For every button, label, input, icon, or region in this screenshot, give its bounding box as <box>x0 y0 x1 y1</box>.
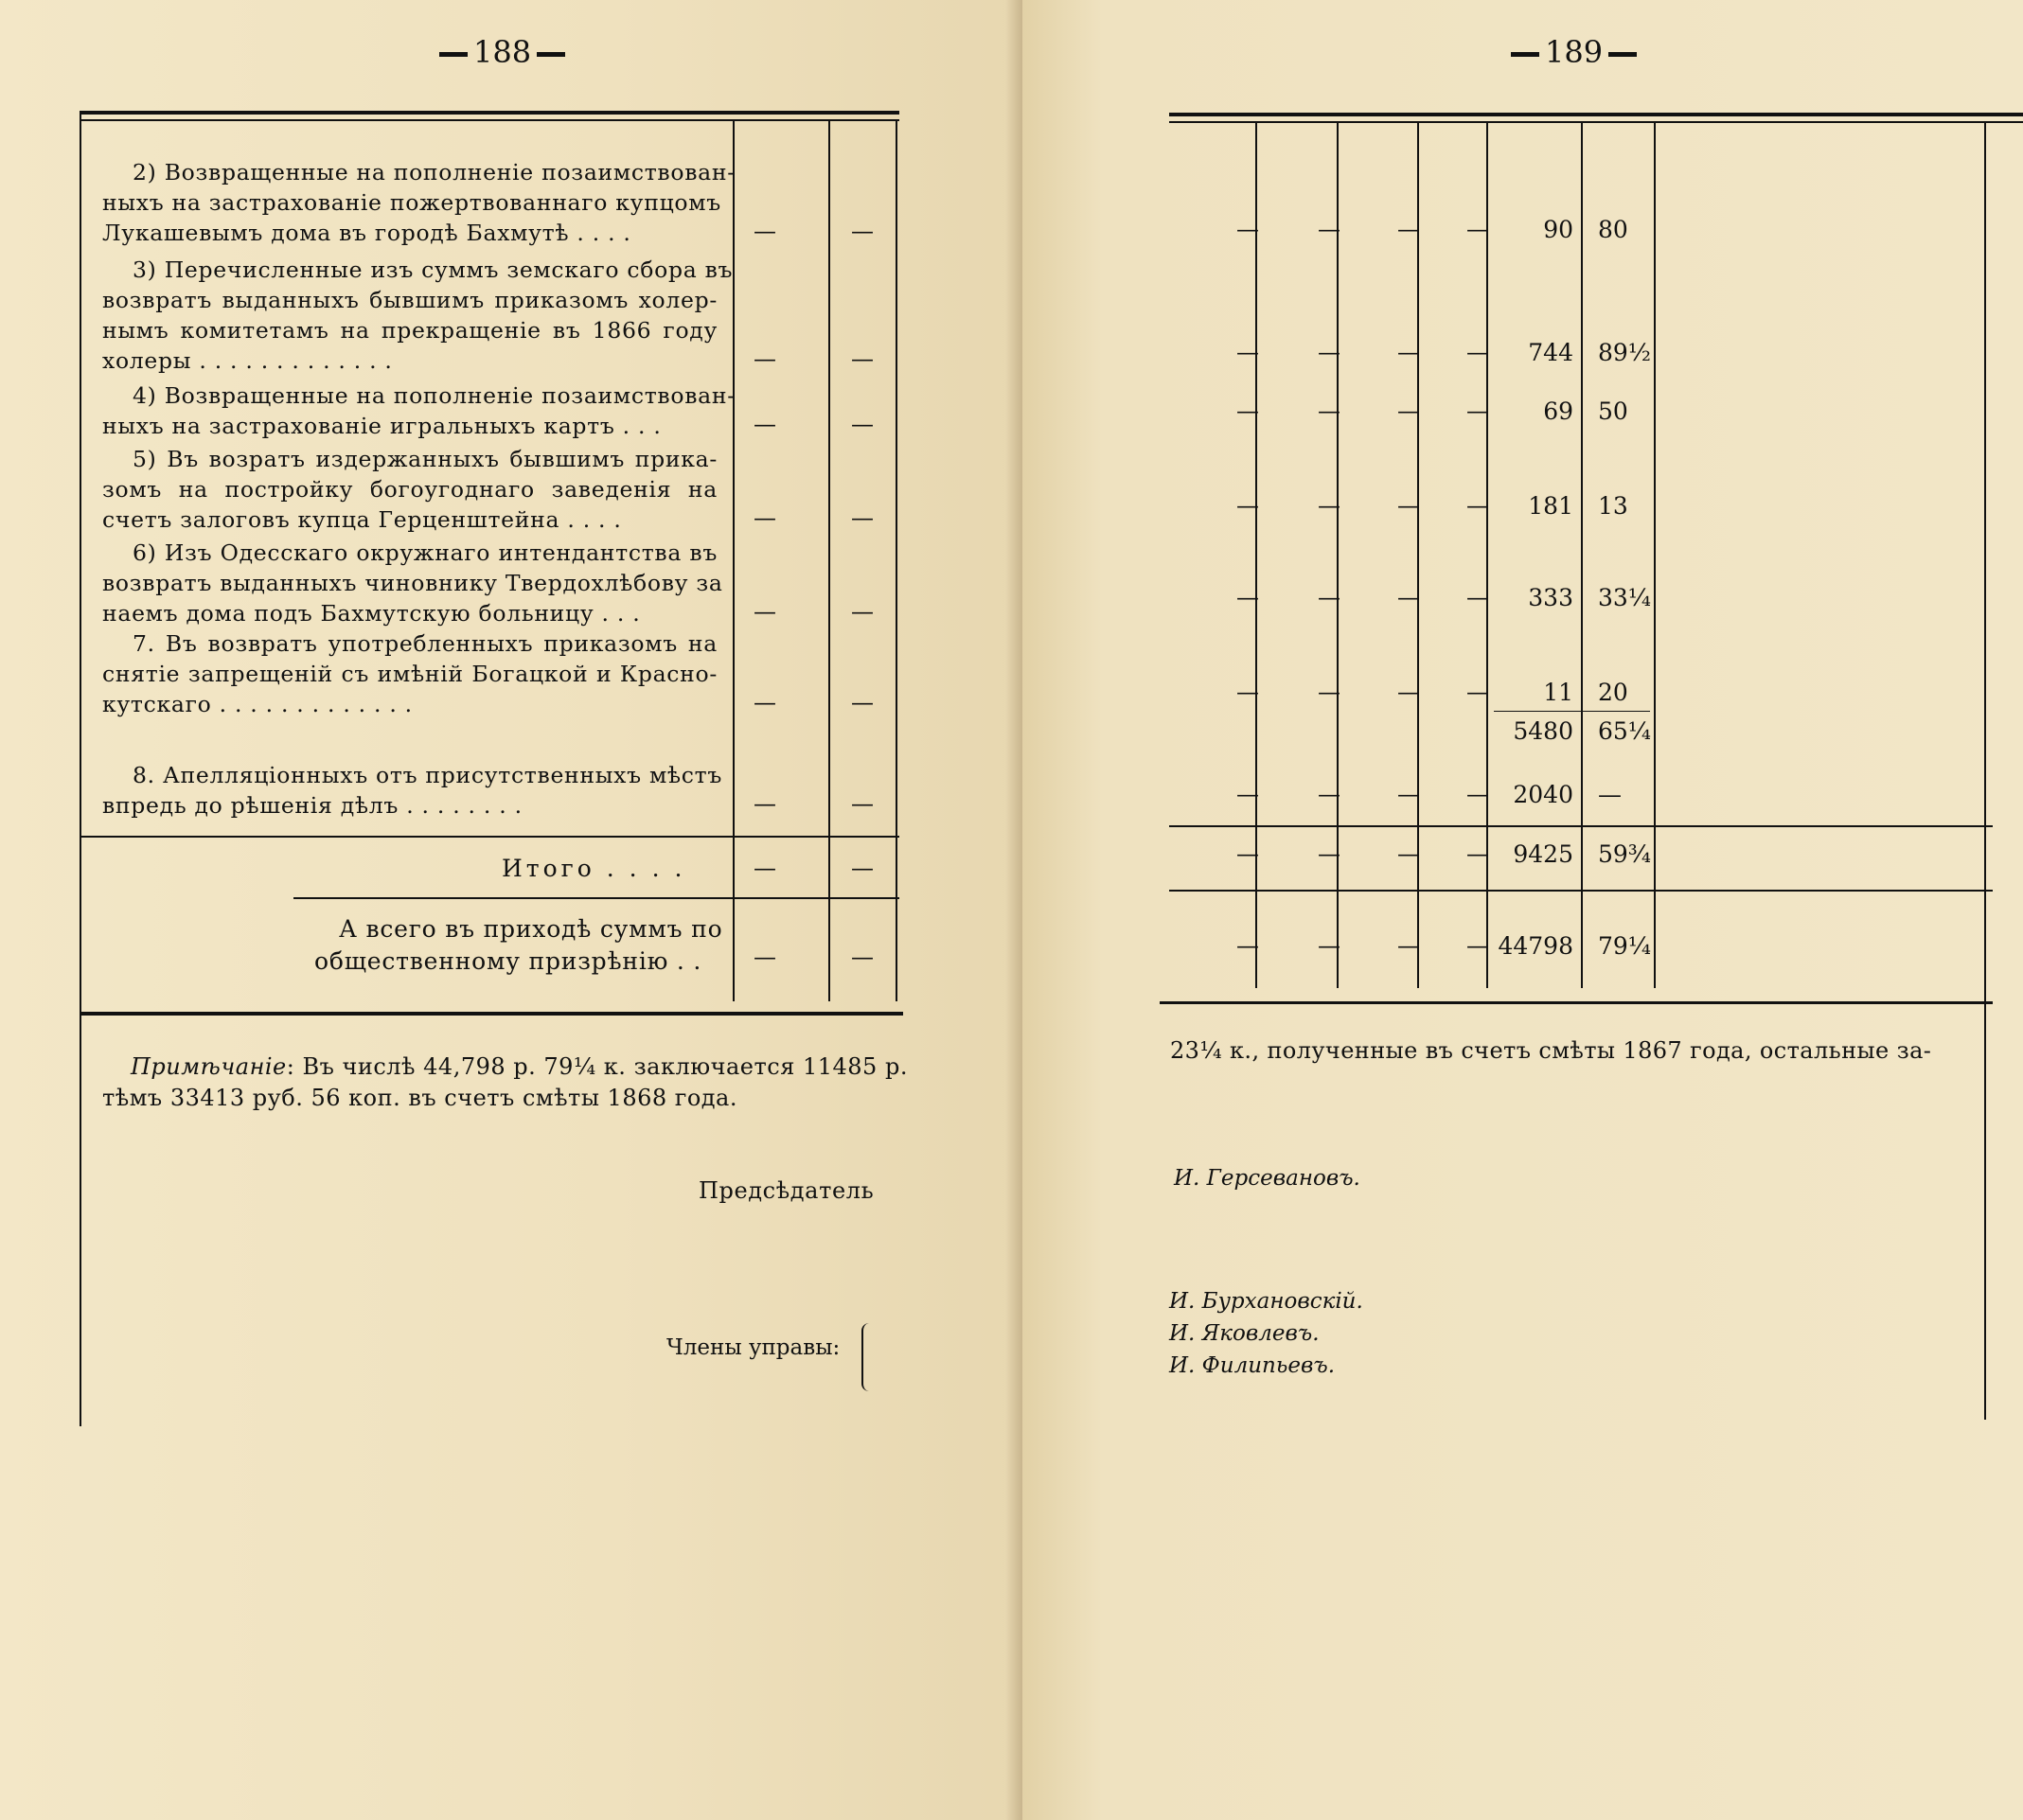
right-page <box>1022 0 2023 1820</box>
dash-cell: — <box>1466 932 1489 959</box>
kopecks-cell: 13 <box>1598 492 1628 520</box>
rubles-cell: 44798 <box>1498 932 1573 960</box>
kopecks-cell: 89½ <box>1598 339 1652 366</box>
rubles-cell: 11 <box>1543 679 1573 706</box>
right-border <box>1984 123 1986 1420</box>
dash-cell: — <box>851 504 874 531</box>
item-line: нымъ комитетамъ на прекращеніе въ 1866 году <box>102 317 718 344</box>
dash-cell: — <box>1318 679 1340 705</box>
item-line: 5) Въ возратъ издержанныхъ бывшимъ прика- <box>133 446 718 472</box>
dash-cell: — <box>1318 398 1340 424</box>
dash-cell: — <box>1397 781 1420 807</box>
dash-cell: — <box>1466 781 1489 807</box>
dash-cell: — <box>1397 492 1420 519</box>
item-line: впредь до рѣшенія дѣлъ . . . . . . . . <box>102 792 523 819</box>
item-line: Лукашевымъ дома въ городѣ Бахмутѣ . . . . <box>102 220 631 246</box>
dash-cell: — <box>1397 679 1420 705</box>
item-line: кутскаго . . . . . . . . . . . . . <box>102 691 413 717</box>
kopecks-cell: 79¼ <box>1598 932 1652 960</box>
column-divider <box>828 121 830 1001</box>
left-page: 188 2) Возвращенные на пополненіе позаимствован- ныхъ на застрахованіе пожертвованнаго купцомъ Лукашевымъ дома въ городѣ Бахмутѣ . . . . — — 3) Перечисленные изъ суммъ земскаго сбора въ возвратъ выданныхъ бывшимъ приказомъ холер- нымъ комитетамъ на прекращеніе въ 1866 году холеры . . . . . . . . . . . . . — — 4) Возвращенные на пополненіе позаимствован- ныхъ на застрахованіе игральныхъ картъ . . . — — 5) Въ возратъ издержанныхъ бывшимъ прика- зомъ на постройку богоугоднаго заведенія на счетъ залоговъ купца Герценштейна . . . . — — 6) Изъ Одесскаго окружнаго интендантства въ возвратъ выданныхъ чиновнику Твердохлѣбову за наемъ дома подъ Бахмутскую больницу . . . — — 7. Въ возвратъ употребленныхъ приказомъ на снятіе запрещеній съ имѣній Богацкой и Красно- кутскаго . . . . . . . . . . . . . — — 8. Апелляціонныхъ отъ присутственныхъ мѣстъ впредь до рѣшенія дѣлъ . . . . . . . . — — Итого . . . . — — А всего въ приходѣ суммъ по общественному призрѣнію . . — — Примѣчаніе: Въ числѣ 44,798 р. 79¼ к. заключается 11485 р. тѣмъ 33413 руб. 56 коп. въ счетъ смѣты 1868 года. Предсѣдатель Члены управы: <box>0 0 1022 1820</box>
dash-cell: — <box>754 411 776 437</box>
dash-cell: — <box>1397 216 1420 242</box>
dash-cell: — <box>851 790 874 817</box>
dash-cell: — <box>754 504 776 531</box>
dash-cell: — <box>1397 932 1420 959</box>
dash-cell: — <box>1466 339 1489 365</box>
dash-cell: — <box>1466 398 1489 424</box>
total-label: А всего въ приходѣ суммъ по <box>339 915 723 943</box>
kopecks-cell: 33¼ <box>1598 584 1652 611</box>
dash-cell: — <box>1397 584 1420 610</box>
member-signature: И. Бурхановскій. <box>1169 1289 1363 1314</box>
dash-cell: — <box>1236 339 1259 365</box>
dash-cell: — <box>1318 492 1340 519</box>
dash-cell: — <box>754 598 776 625</box>
member-signature: И. Филипьевъ. <box>1169 1353 1336 1378</box>
item-line: зомъ на постройку богоугоднаго заведенія на <box>102 476 718 503</box>
dash-cell: — <box>1318 584 1340 610</box>
dash-cell: — <box>1236 216 1259 242</box>
page-number: 189 <box>1505 34 1642 70</box>
dash-cell: — <box>1236 398 1259 424</box>
item-line: 7. Въ возвратъ употребленныхъ приказомъ на <box>133 630 718 657</box>
rubles-cell: 333 <box>1528 584 1573 611</box>
chairman-label: Предсѣдатель <box>699 1177 875 1204</box>
rubles-cell: 69 <box>1543 398 1573 425</box>
rubles-cell: 744 <box>1528 339 1573 366</box>
kopecks-cell: 80 <box>1598 216 1628 243</box>
page-number: 188 <box>434 34 571 70</box>
dash-cell: — <box>851 689 874 716</box>
dash-cell: — <box>1236 932 1259 959</box>
rubles-cell: 181 <box>1528 492 1573 520</box>
rubles-cell: 2040 <box>1513 781 1573 808</box>
item-line: 6) Изъ Одесскаго окружнаго интендантства въ <box>133 539 718 566</box>
kopecks-cell: — <box>1598 781 1622 808</box>
note: Примѣчаніе: Въ числѣ 44,798 р. 79¼ к. заключается 11485 р. <box>131 1053 908 1080</box>
item-line: снятіе запрещеній съ имѣній Богацкой и Красно- <box>102 661 718 687</box>
dash-cell: — <box>1236 840 1259 867</box>
table-bottom-rule <box>1160 1001 1993 1004</box>
dash-cell: — <box>754 345 776 372</box>
item-line: возвратъ выданныхъ чиновнику Твердохлѣбову за <box>102 570 723 596</box>
kopecks-cell: 59¾ <box>1598 840 1652 868</box>
dash-cell: — <box>1318 840 1340 867</box>
dash-cell: — <box>1236 584 1259 610</box>
member-signature: И. Яковлевъ. <box>1169 1321 1320 1346</box>
dash-cell: — <box>1466 679 1489 705</box>
dash-cell: — <box>1466 216 1489 242</box>
dash-cell: — <box>754 689 776 716</box>
chairman-signature: И. Герсевановъ. <box>1174 1166 1360 1191</box>
dash-cell: — <box>1318 932 1340 959</box>
dash-cell: — <box>1466 840 1489 867</box>
kopecks-cell: 50 <box>1598 398 1628 425</box>
members-label: Члены управы: <box>666 1335 841 1360</box>
item-line: возвратъ выданныхъ бывшимъ приказомъ холер- <box>102 287 718 313</box>
brace <box>861 1323 873 1391</box>
dash-cell: — <box>851 218 874 244</box>
item-line: 2) Возвращенные на пополненіе позаимствован- <box>133 159 736 186</box>
dash-cell: — <box>1236 492 1259 519</box>
dash-cell: — <box>1397 840 1420 867</box>
column-divider <box>733 121 735 1001</box>
dash-cell: — <box>851 598 874 625</box>
table-bottom-rule <box>80 1012 903 1016</box>
kopecks-cell: 65¼ <box>1598 717 1652 745</box>
item-line: наемъ дома подъ Бахмутскую больницу . . . <box>102 600 641 627</box>
item-line: ныхъ на застрахованіе игральныхъ картъ . . . <box>102 413 662 439</box>
dash-cell: — <box>851 411 874 437</box>
dash-cell: — <box>1466 584 1489 610</box>
dash-cell: — <box>851 345 874 372</box>
left-border <box>80 111 81 1426</box>
dash-cell: — <box>754 218 776 244</box>
dash-cell: — <box>1236 781 1259 807</box>
itogo-label: Итого . . . . <box>502 855 686 882</box>
dash-cell: — <box>1466 492 1489 519</box>
item-line: счетъ залоговъ купца Герценштейна . . . . <box>102 506 622 533</box>
dash-cell: — <box>1318 339 1340 365</box>
rubles-cell: 90 <box>1543 216 1573 243</box>
column-divider <box>896 121 897 1001</box>
dash-cell: — <box>1397 398 1420 424</box>
note-continuation: 23¼ к., полученные въ счетъ смѣты 1867 года, остальные за- <box>1170 1037 1932 1064</box>
dash-cell: — <box>1318 216 1340 242</box>
dash-cell: — <box>1397 339 1420 365</box>
dash-cell: — <box>754 790 776 817</box>
item-line: 3) Перечисленные изъ суммъ земскаго сбора въ <box>133 256 734 283</box>
kopecks-cell: 20 <box>1598 679 1628 706</box>
item-line: 8. Апелляціонныхъ отъ присутственныхъ мѣстъ <box>133 762 723 788</box>
item-line: 4) Возвращенные на пополненіе позаимствован- <box>133 382 736 409</box>
item-line: ныхъ на застрахованіе пожертвованнаго купцомъ <box>102 189 721 216</box>
table-top-rule <box>1169 113 2023 116</box>
item-line: холеры . . . . . . . . . . . . . <box>102 347 393 374</box>
dash-cell: — <box>1318 781 1340 807</box>
rubles-cell: 9425 <box>1513 840 1573 868</box>
rubles-cell: 5480 <box>1513 717 1573 745</box>
dash-cell: — <box>1236 679 1259 705</box>
table-top-rule <box>80 111 899 115</box>
